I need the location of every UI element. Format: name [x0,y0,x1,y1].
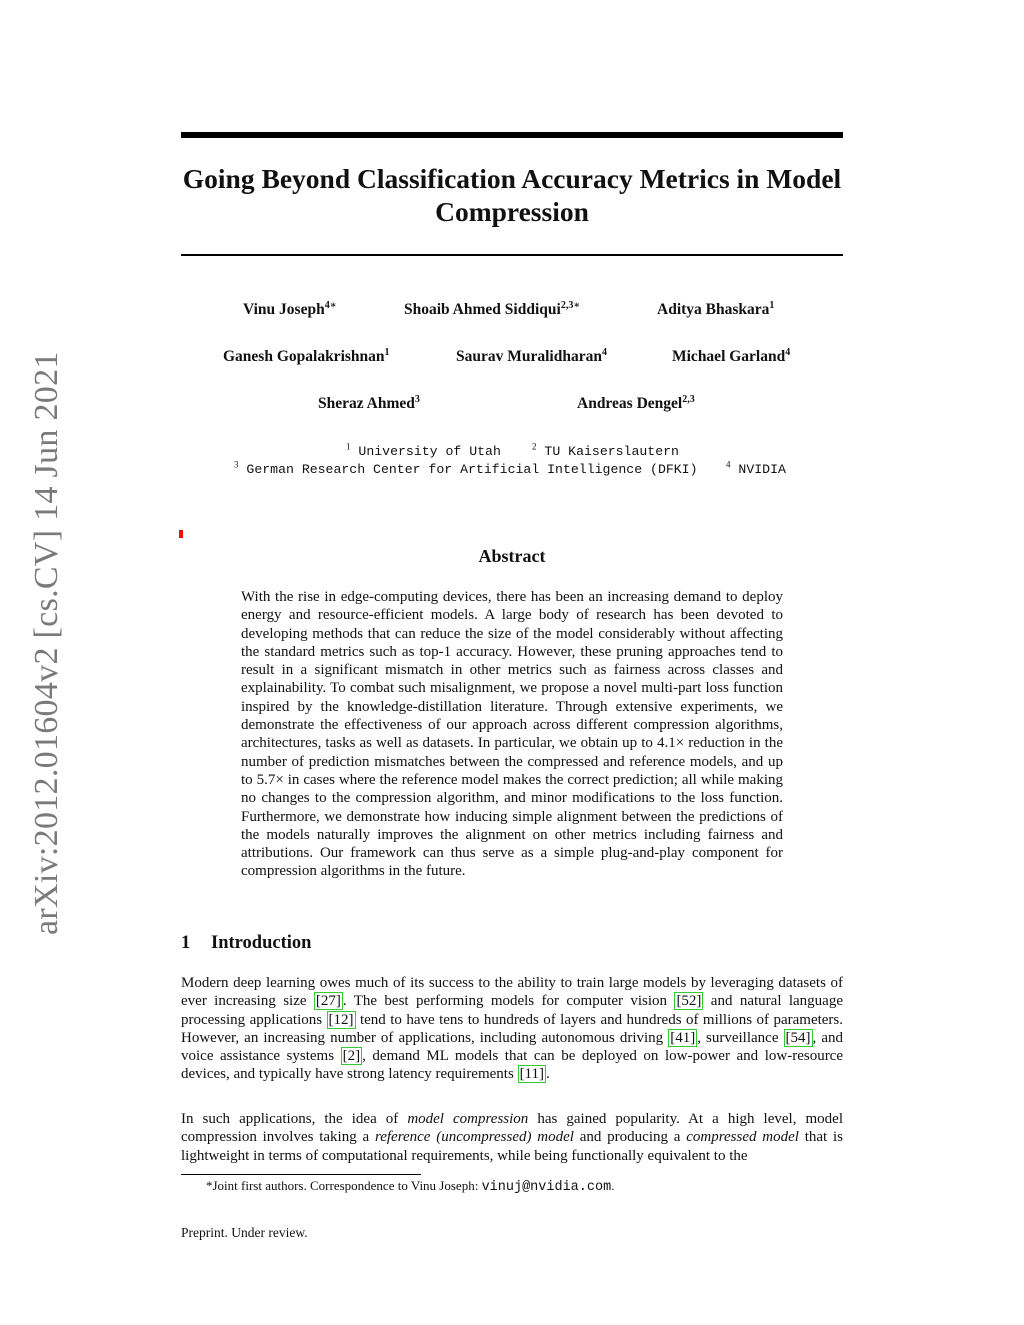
intro-paragraph-2 [181,1110,843,1165]
emphasis: reference (uncompressed) model [374,1129,574,1146]
author-7 [318,395,420,413]
text-run: In such applications, the idea of [181,1111,408,1127]
emphasis: compressed model [686,1129,799,1146]
author-affil: 1 [769,299,775,311]
author-name: Aditya Bhaskara [657,301,770,318]
author-4 [223,348,390,366]
affiliation-text: TU Kaiserslautern [544,444,679,459]
author-affil: 2,3∗ [560,299,581,311]
affiliation-number: 4 [726,459,731,470]
author-name: Ganesh Gopalakrishnan [223,348,385,365]
affiliation-3 [234,459,698,477]
affiliation-2 [532,441,679,459]
email-link[interactable]: vinuj@nvidia.com [481,1180,612,1195]
affiliation-text: University of Utah [358,444,501,459]
citation-link[interactable]: [12] [328,1011,354,1028]
author-affil: 3 [414,393,420,405]
affiliation-number: 2 [532,441,537,452]
author-affil: 4 [785,346,791,358]
abstract-heading: Abstract [478,546,546,566]
author-name: Shoaib Ahmed Siddiqui [404,301,561,318]
author-affil: 4∗ [324,299,337,311]
author-1 [243,301,337,319]
affiliation-number: 1 [346,441,351,452]
text-run: Modern deep learning owes much of its success to the ability to train large models by leveraging datasets of ever increasing size [181,975,843,1010]
text-run: and natural language processing applications [181,993,843,1028]
text-run: that is lightweight in terms of computational requirements, while being functionally equivalent to the [181,1129,843,1164]
emphasis: model compression [407,1111,529,1127]
red-marker [179,530,183,538]
intro-paragraph-1 [181,974,843,1084]
text-run: and producing a [573,1129,687,1146]
citation-link[interactable]: [11] [519,1066,544,1083]
author-5 [456,348,607,366]
text-run: , surveillance [697,1029,784,1046]
arxiv-stamp: arXiv:2012.01604v2 [cs.CV] 14 Jun 2021 [28,351,65,935]
section-title: Introduction [211,933,312,953]
author-name: Saurav Muralidharan [456,348,602,365]
text-run: . [546,1066,550,1083]
affiliation-text: German Research Center for Artificial Intelligence (DFKI) [246,462,698,477]
citation-link[interactable]: [2] [342,1048,361,1065]
citation-link[interactable]: [54] [785,1029,811,1046]
author-8 [577,395,695,413]
citation-link[interactable]: [41] [670,1029,696,1046]
footnote [206,1178,614,1195]
author-3 [657,301,774,319]
author-name: Michael Garland [672,348,786,365]
author-affil: 2,3 [682,393,695,405]
title-bottom-rule [181,254,843,256]
footnote-end: . [611,1178,615,1193]
author-2 [404,301,580,319]
author-affil: 4 [601,346,607,358]
footnote-rule [181,1174,421,1175]
section-heading [181,933,311,954]
footnote-text: *Joint first authors. Correspondence to Vinu Joseph: [206,1178,482,1193]
author-name: Sheraz Ahmed [318,395,415,412]
text-run: . The best performing models for computer vision [342,993,675,1010]
section-number: 1 [181,933,191,953]
author-name: Andreas Dengel [577,395,683,412]
text-run: , demand ML models that can be deployed on low-power and low-resource devices, and typically have strong latency requirements [181,1048,844,1083]
affiliation-text: NVIDIA [738,462,786,477]
abstract-text: With the rise in edge-computing devices, there has been an increasing demand to deploy energy and resource-efficient models. A large body of research has been devoted to developing methods that can reduce the size of the model considerably without affecting the standard metrics such as top-1 accuracy. However, these pruning approaches tend to result in a significant mismatch in other metrics such as fairness across classes and explainability. To combat such misalignment, we propose a novel multi-part loss function inspired by the knowledge-distillation literature. Through extensive experiments, we demonstrate the effectiveness of our approach across different compression algorithms, architectures, tasks as well as datasets. In particular, we obtain up to 4.1× reduction in the number of prediction mismatches between the compressed and reference models, and up to 5.7× in cases where the reference model makes the correct prediction; all while making no changes to the compression algorithm, and minor modifications to the loss function. Furthermore, we demonstrate how inducing simple alignment between the predictions of the models naturally improves the alignment on other metrics including fairness and attributions. Our framework can thus serve as a simple plug-and-play component for compression algorithms in the future. [241,589,783,880]
author-affil: 1 [384,346,390,358]
text-run: has gained popularity. At a high level, model compression involves taking a [181,1111,843,1146]
preprint-note: Preprint. Under review. [181,1225,308,1240]
citation-link[interactable]: [52] [676,993,702,1010]
text-run: , and voice assistance systems [181,1029,843,1065]
author-name: Vinu Joseph [243,301,325,318]
text-run: tend to have tens to hundreds of layers and hundreds of millions of parameters. However, an increasing number of applications, including autonomous driving [181,1011,844,1046]
title-top-rule [181,132,843,138]
affiliation-4 [726,459,786,477]
affiliation-1 [346,441,501,459]
affiliation-number: 3 [234,459,239,470]
citation-link[interactable]: [27] [315,993,341,1010]
author-6 [672,348,790,366]
paper-title: Going Beyond Classification Accuracy Metrics in Model Compression [182,163,842,227]
